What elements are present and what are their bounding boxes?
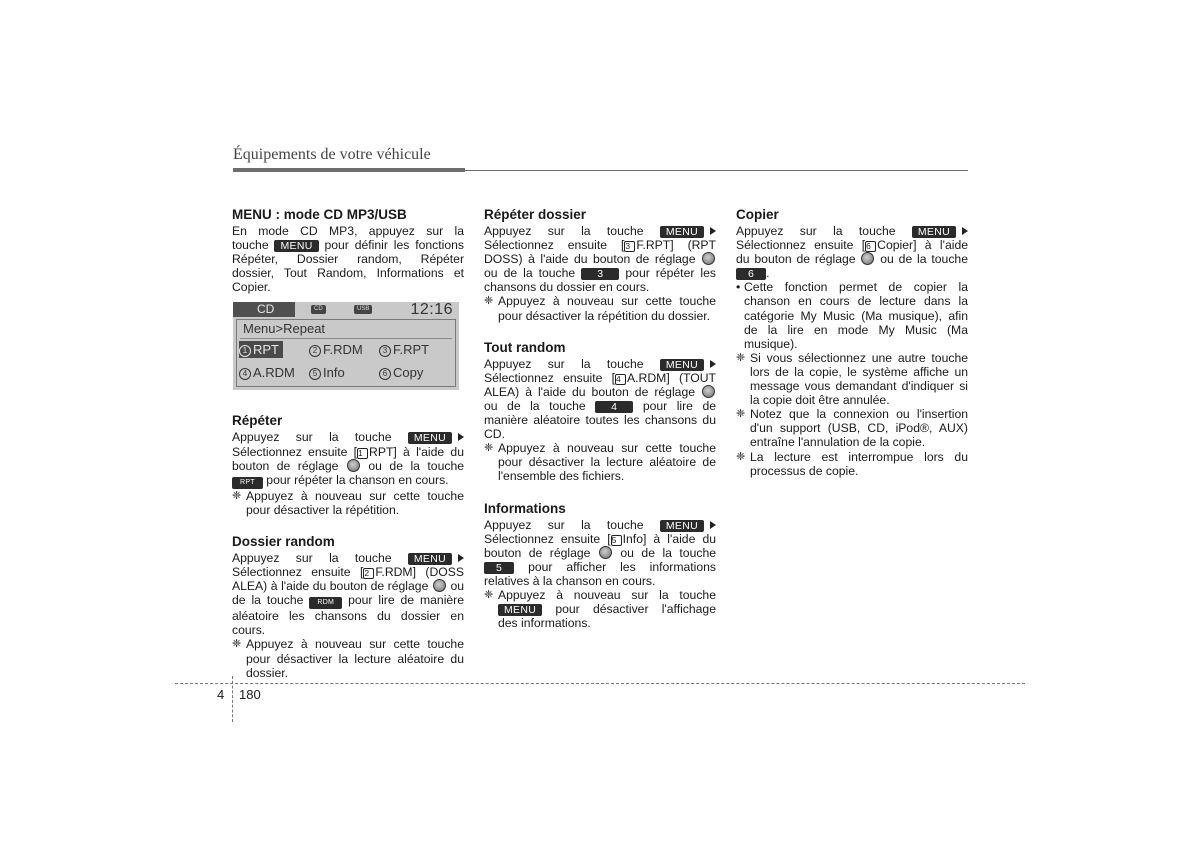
information-paragraph [484, 518, 716, 588]
tune-knob-icon [599, 546, 612, 559]
section-title-repeat: Répéter [232, 413, 283, 429]
copy-note-3 [736, 450, 968, 478]
lcd-divider [240, 338, 452, 339]
lcd-menu-path: Menu>Repeat [243, 321, 326, 337]
lcd-display-illustration [233, 302, 459, 390]
note-text: Appuyez à nouveau sur cette touche pour désactiver la répétition du dossier. [498, 294, 716, 323]
lcd-cd-indicator: CD [311, 305, 326, 314]
text: pour lire de manière [348, 593, 465, 608]
preset-4-key-icon: 4 [595, 401, 633, 413]
footer-dashed-rule [175, 683, 1025, 684]
text-line: dossier, Tout Random, Informations et [232, 266, 464, 281]
bullet-icon: • [736, 280, 741, 295]
menu-key-icon: MENU [660, 359, 704, 371]
rdm-key-icon: RDM [309, 597, 342, 609]
note-mark-icon: ❈ [232, 638, 242, 651]
note-text: La lecture est interrompue lors du processus de copie. [750, 449, 968, 478]
text: F.RDM] (DOSS [375, 565, 464, 580]
text-line: CD. [484, 427, 505, 442]
text: du bouton de réglage [736, 252, 856, 267]
text: bouton de réglage [232, 458, 339, 473]
text: ou de la touche [620, 545, 717, 560]
lcd-item-frdm [309, 341, 363, 358]
menu-key-icon: MENU [912, 226, 956, 238]
text: ou de la touche [484, 398, 586, 413]
circled-number: 4 [615, 374, 626, 385]
copy-bullet [736, 280, 968, 350]
copy-note-2 [736, 407, 968, 449]
note-text: des informations. [498, 616, 591, 631]
tune-knob-icon [347, 459, 360, 472]
lcd-item-label: A.RDM [253, 365, 295, 381]
text-line: manière aléatoire toutes les chansons du [484, 413, 716, 428]
text: pour répéter la chanson en cours. [266, 472, 449, 487]
text-line: En mode CD MP3, appuyez sur la [232, 224, 464, 238]
text-line: Copier. [232, 280, 271, 295]
note-mark-icon: ❈ [484, 295, 494, 308]
lcd-item-number: 5 [309, 368, 321, 380]
lcd-item-label: RPT [253, 342, 279, 358]
lcd-source-label: CD [233, 302, 295, 317]
text: Appuyez sur la touche [484, 517, 644, 532]
text: DOSS) à l'aide du bouton de réglage [484, 252, 696, 267]
copy-note-1 [736, 351, 968, 407]
lcd-item-label: Info [323, 365, 345, 381]
copy-paragraph [736, 224, 968, 280]
arrow-right-icon [710, 227, 716, 235]
folder-repeat-paragraph [484, 224, 716, 294]
text: F.RPT] (RPT [636, 238, 716, 253]
note-mark-icon: ❈ [736, 351, 746, 364]
lcd-item-label: Copy [393, 365, 424, 381]
text: ou de la touche [484, 266, 576, 281]
lcd-item-number: 4 [239, 368, 251, 380]
text: Sélectionnez ensuite [ [484, 531, 611, 546]
text: ALEA) à l'aide du bouton de réglage [484, 384, 696, 399]
text: Appuyez sur la touche [484, 224, 644, 238]
lcd-item-rpt [239, 341, 283, 358]
text: Sélectionnez ensuite [ [232, 444, 358, 459]
arrow-right-icon [458, 554, 464, 562]
note-text: Appuyez à nouveau sur la touche [498, 587, 716, 602]
page-header-title: Équipements de votre véhicule [233, 146, 431, 163]
repeat-note [232, 489, 464, 517]
arrow-right-icon [710, 360, 716, 368]
lcd-item-info [309, 364, 345, 381]
text: pour définir les fonctions [324, 238, 465, 253]
lcd-item-number: 1 [239, 345, 251, 357]
lcd-item-label: F.RPT [393, 342, 430, 358]
tune-knob-icon [702, 385, 715, 398]
rpt-key-icon: RPT [232, 477, 263, 489]
note-mark-icon: ❈ [232, 489, 242, 502]
section-title-folder-repeat: Répéter dossier [484, 207, 587, 222]
menu-key-icon: MENU [274, 240, 318, 252]
circled-number: 5 [611, 535, 622, 546]
section-title-folder-random: Dossier random [232, 533, 335, 549]
lcd-item-frpt [379, 341, 429, 358]
preset-5-key-icon: 5 [484, 562, 514, 574]
folder-random-note [232, 637, 464, 679]
note-text: pour désactiver l'affichage [555, 602, 716, 617]
note-text: Si vous sélectionnez une autre touche lors de la copie, le système affiche un message vous demandant d'indiquer si la copie doit être annulée. [750, 350, 968, 408]
circled-number: 3 [624, 241, 635, 252]
text: pour afficher les informations [528, 559, 716, 574]
note-text: Appuyez à nouveau sur cette touche pour désactiver la lecture aléatoire du dossier. [246, 637, 464, 680]
text: Sélectionnez ensuite [ [484, 238, 625, 253]
section-title-copy: Copier [736, 207, 779, 222]
menu-key-icon: MENU [660, 226, 704, 238]
text: Sélectionnez ensuite [ [736, 238, 866, 253]
lcd-item-label: F.RDM [323, 342, 363, 358]
text: Sélectionnez ensuite [ [484, 370, 616, 385]
footer-vertical-dashed-rule [232, 676, 233, 722]
menu-key-icon: MENU [498, 604, 542, 616]
lcd-clock: 12:16 [410, 302, 453, 319]
menu-key-icon: MENU [408, 432, 452, 444]
lcd-usb-indicator: USB [354, 305, 372, 314]
all-random-paragraph [484, 357, 716, 442]
all-random-note [484, 441, 716, 483]
chapter-number: 4 [217, 687, 225, 702]
text: A.RDM] (TOUT [627, 370, 716, 385]
preset-6-key-icon: 6 [736, 268, 766, 280]
text: Info] à l'aide du [622, 531, 716, 546]
note-text: Notez que la connexion ou l'insertion d'un support (USB, CD, iPod®, AUX) entraîne l'annulation de la copie. [750, 407, 968, 450]
note-text: Appuyez à nouveau sur cette touche pour désactiver la lecture aléatoire de l'ensemble des fichiers. [498, 441, 716, 484]
text: touche [232, 238, 269, 253]
note-mark-icon: ❈ [484, 442, 494, 455]
section-title-all-random: Tout random [484, 339, 566, 355]
lcd-item-number: 2 [309, 345, 321, 357]
menu-key-icon: MENU [408, 553, 452, 565]
note-mark-icon: ❈ [736, 450, 746, 463]
text: ou de la touche [880, 252, 968, 267]
lcd-item-number: 6 [379, 368, 391, 380]
text: Appuyez sur la touche [232, 550, 392, 565]
folder-random-paragraph [232, 551, 464, 637]
section-title-menu-mode: MENU : mode CD MP3/USB [232, 207, 407, 222]
column-1 [232, 206, 464, 680]
folder-repeat-note [484, 294, 716, 322]
text-line: relatives à la chanson en cours. [484, 573, 656, 588]
note-mark-icon: ❈ [484, 588, 494, 601]
column-2 [484, 206, 716, 630]
header-rule-thin [465, 170, 968, 171]
text: ou de la touche [368, 458, 465, 473]
text: Copier] à l'aide [877, 238, 969, 253]
text: Appuyez sur la touche [736, 224, 896, 238]
text-line: aléatoire les chansons du dossier en cours. [232, 609, 464, 638]
note-text: Appuyez à nouveau sur cette touche pour désactiver la répétition. [246, 488, 464, 517]
text: Appuyez sur la touche [484, 356, 644, 371]
arrow-right-icon [710, 521, 716, 529]
text: . [766, 266, 770, 281]
tune-knob-icon [433, 579, 446, 592]
preset-3-key-icon: 3 [581, 268, 619, 280]
text: pour lire de [642, 398, 716, 413]
menu-key-icon: MENU [660, 520, 704, 532]
bullet-text: Cette fonction permet de copier la chanson en cours de lecture dans la catégorie My Music (Ma musique), afin de la lire en mode My Music (Ma musique). [744, 280, 968, 351]
text: bouton de réglage [484, 545, 591, 560]
header-rule-thick [233, 168, 465, 172]
circled-number: 1 [357, 448, 368, 459]
lcd-item-copy [379, 364, 423, 381]
text: RPT] à l'aide du [369, 444, 464, 459]
lcd-item-ardm [239, 364, 295, 381]
arrow-right-icon [962, 227, 968, 235]
lcd-item-number: 3 [379, 345, 391, 357]
text-line: Répéter, Dossier random, Répéter [232, 252, 464, 267]
text: ou [450, 579, 464, 594]
circled-number: 6 [865, 241, 876, 252]
note-mark-icon: ❈ [736, 408, 746, 421]
tune-knob-icon [702, 252, 715, 265]
text: Appuyez sur la touche [232, 430, 392, 445]
text: ALEA) à l'aide du bouton de réglage [232, 579, 429, 594]
text-line: chansons du dossier en cours. [484, 280, 650, 295]
column-3 [736, 206, 968, 478]
page-number: 180 [239, 687, 261, 702]
text: Sélectionnez ensuite [ [232, 565, 364, 580]
tune-knob-icon [861, 252, 874, 265]
information-note [484, 588, 716, 630]
repeat-paragraph [232, 430, 464, 488]
arrow-right-icon [458, 433, 464, 441]
section-title-information: Informations [484, 500, 566, 516]
menu-mode-paragraph [232, 224, 464, 294]
text: pour répéter les [625, 266, 716, 281]
text: de la touche [232, 593, 304, 608]
circled-number: 2 [363, 568, 374, 579]
